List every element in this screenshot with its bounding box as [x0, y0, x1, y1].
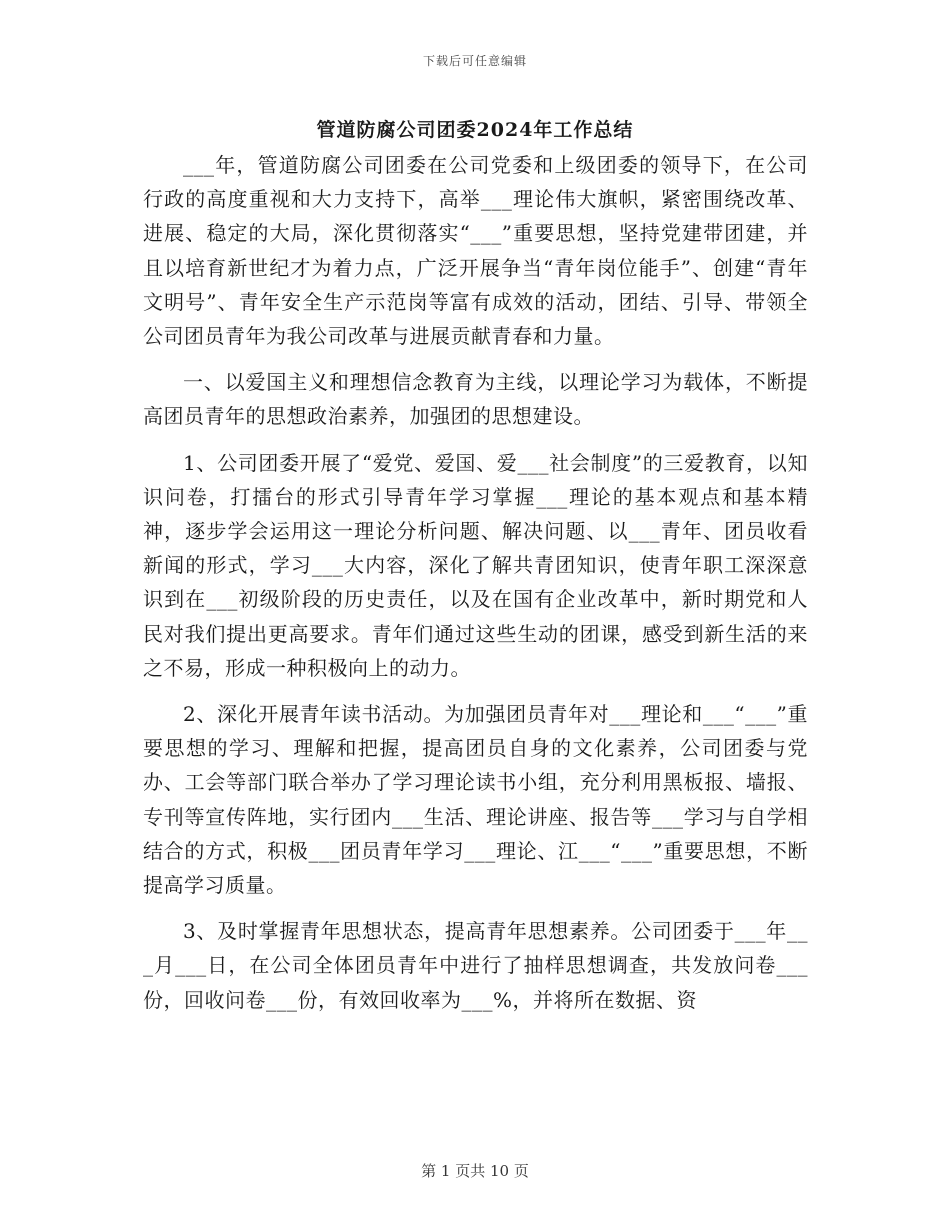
paragraph-item-1: 1、公司团委开展了“爱党、爱国、爱___社会制度”的三爱教育，以知识问卷，打擂台的形式引导青年学习掌握___理论的基本观点和基本精神，逐步学会运用这一理论分析问题、解决问题、以___青年、团员收看新闻的形式，学习___大内容，深化了解共青团知识，使青年职工深深意识到在___初级阶段的历史责任，以及在国有企业改革中，新时期党和人民对我们提出更高要求。青年们通过这些生动的团课，感受到新生活的来之不易，形成一种积极向上的动力。 — [143, 450, 808, 680]
header-note: 下载后可任意编辑 — [422, 54, 527, 68]
document-title: 管道防腐公司团委2024年工作总结 — [316, 119, 634, 141]
page-number: 第 1 页共 10 页 — [421, 1162, 529, 1180]
paragraph-item-2: 2、深化开展青年读书活动。为加强团员青年对___理论和___“___”重要思想的学习、理解和把握，提高团员自身的文化素养，公司团委与党办、工会等部门联合举办了学习理论读书小组，充分利用黑板报、墙报、专刊等宣传阵地，实行团内___生活、理论讲座、报告等___学习与自学相结合的方式，积极___团员青年学习___理论、江___“___”重要思想，不断提高学习质量。 — [143, 702, 808, 898]
document-body — [143, 148, 808, 1029]
paragraph-item-3: 3、及时掌握青年思想状态，提高青年思想素养。公司团委于___年___月___日，在公司全体团员青年中进行了抽样思想调查，共发放问卷___份，回收问卷___份，有效回收率为___%，并将所在数据、资 — [143, 919, 808, 1012]
paragraph-section-1-heading: 一、以爱国主义和理想信念教育为主线，以理论学习为载体，不断提高团员青年的思想政治素养，加强团的思想建设。 — [143, 370, 808, 429]
paragraph-intro: ___年，管道防腐公司团委在公司党委和上级团委的领导下，在公司行政的高度重视和大力支持下，高举___理论伟大旗帜，紧密围绕改革、进展、稳定的大局，深化贯彻落实“___”重要思想，坚持党建带团建，并且以培育新世纪才为着力点，广泛开展争当“青年岗位能手”、创建“青年文明号”、青年安全生产示范岗等富有成效的活动，团结、引导、带领全公司团员青年为我公司改革与进展贡献青春和力量。 — [143, 153, 808, 349]
